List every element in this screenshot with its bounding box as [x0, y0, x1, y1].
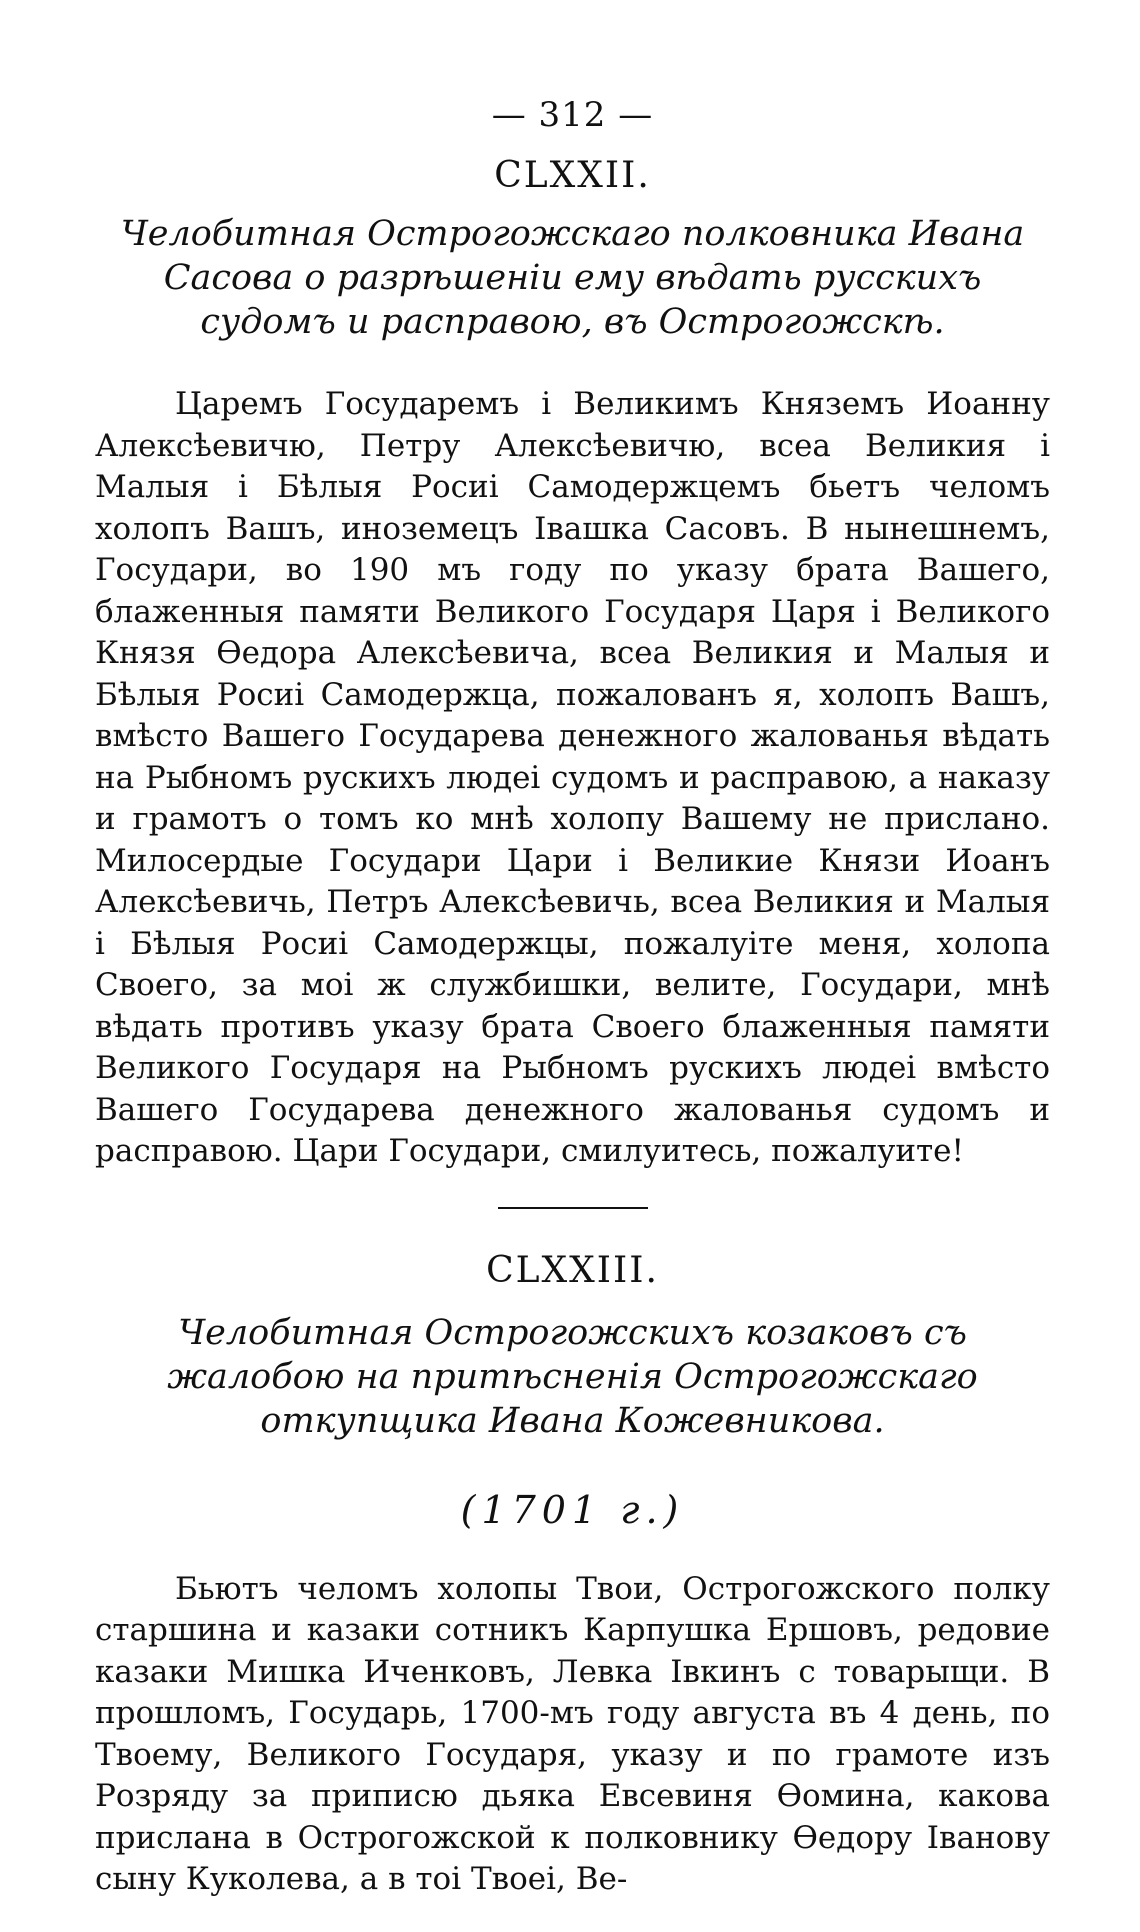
- page-number: — 312 —: [491, 95, 654, 135]
- document-body: Царемъ Государемъ і Великимъ Княземъ Иоанну Алексѣевичю, Петру Алексѣевичю, всеа Великия і Малыя і Бѣлыя Росиі Самодержцемъ бьетъ челомъ холопъ Вашъ, иноземецъ Івашка Сасовъ. В нынешнемъ, Государи, во 190 мъ году по указу брата Вашего, блаженныя памяти Великого Государя Царя і Великого Князя Өедора Алексѣевича, всеа Великия и Малыя и Бѣлыя Росиі Самодержца, пожалованъ я, холопъ Вашъ, вмѣсто Вашего Государева денежного жалованья вѣдать на Рыбномъ рускихъ людеі судомъ и расправою, а наказу и грамотъ о томъ ко мнѣ холопу Вашему не прислано. Милосердые Государи Цари і Великие Князи Иоанъ Алексѣевичь, Петръ Алексѣевичь, всеа Великия и Малыя і Бѣлыя Росиі Самодержцы, пожалуіте меня, холопа Своего, за моі ж службишки, велите, Государи, мнѣ вѣдать противъ указу брата Своего блаженныя памяти Великого Государя на Рыбномъ рускихъ людеі вмѣсто Вашего Государева денежного жалованья судомъ и расправою. Цари Государи, смилуитесь, пожалуите!: [95, 386, 1050, 1169]
- document-number: CLXXII.: [494, 155, 651, 196]
- section-divider: [498, 1207, 648, 1209]
- document-date: (1701 г.): [460, 1487, 685, 1532]
- document-number: CLXXIII.: [486, 1249, 659, 1291]
- document-body: Бьютъ челомъ холопы Твои, Острогожского полку старшина и казаки сотникъ Карпушка Ершовъ, редовие казаки Мишка Иченковъ, Левка Івкинъ с товарыщи. В прошломъ, Государь, 1700-мъ году августа въ 4 день, по Твоему, Великого Государя, указу и по грамоте изъ Розряду за приписю дьяка Евсевиня Өомина, какова прислана в Острогожской к полковнику Өедору Іванову сыну Куколева, а в тоі Твоеі, Ве-: [95, 1570, 1050, 1897]
- document-title: Челобитная Острогожскихъ козаковъ съ жалобою на притѣсненія Острогожскаго откупщика Ивана Кожевникова.: [167, 1312, 978, 1441]
- document-title: Челобитная Острогожскаго полковника Ивана Сасова о разрѣшеніи ему вѣдать русскихъ судомъ и расправою, въ Острогожскѣ.: [120, 214, 1025, 342]
- book-page: [95, 92, 1050, 1932]
